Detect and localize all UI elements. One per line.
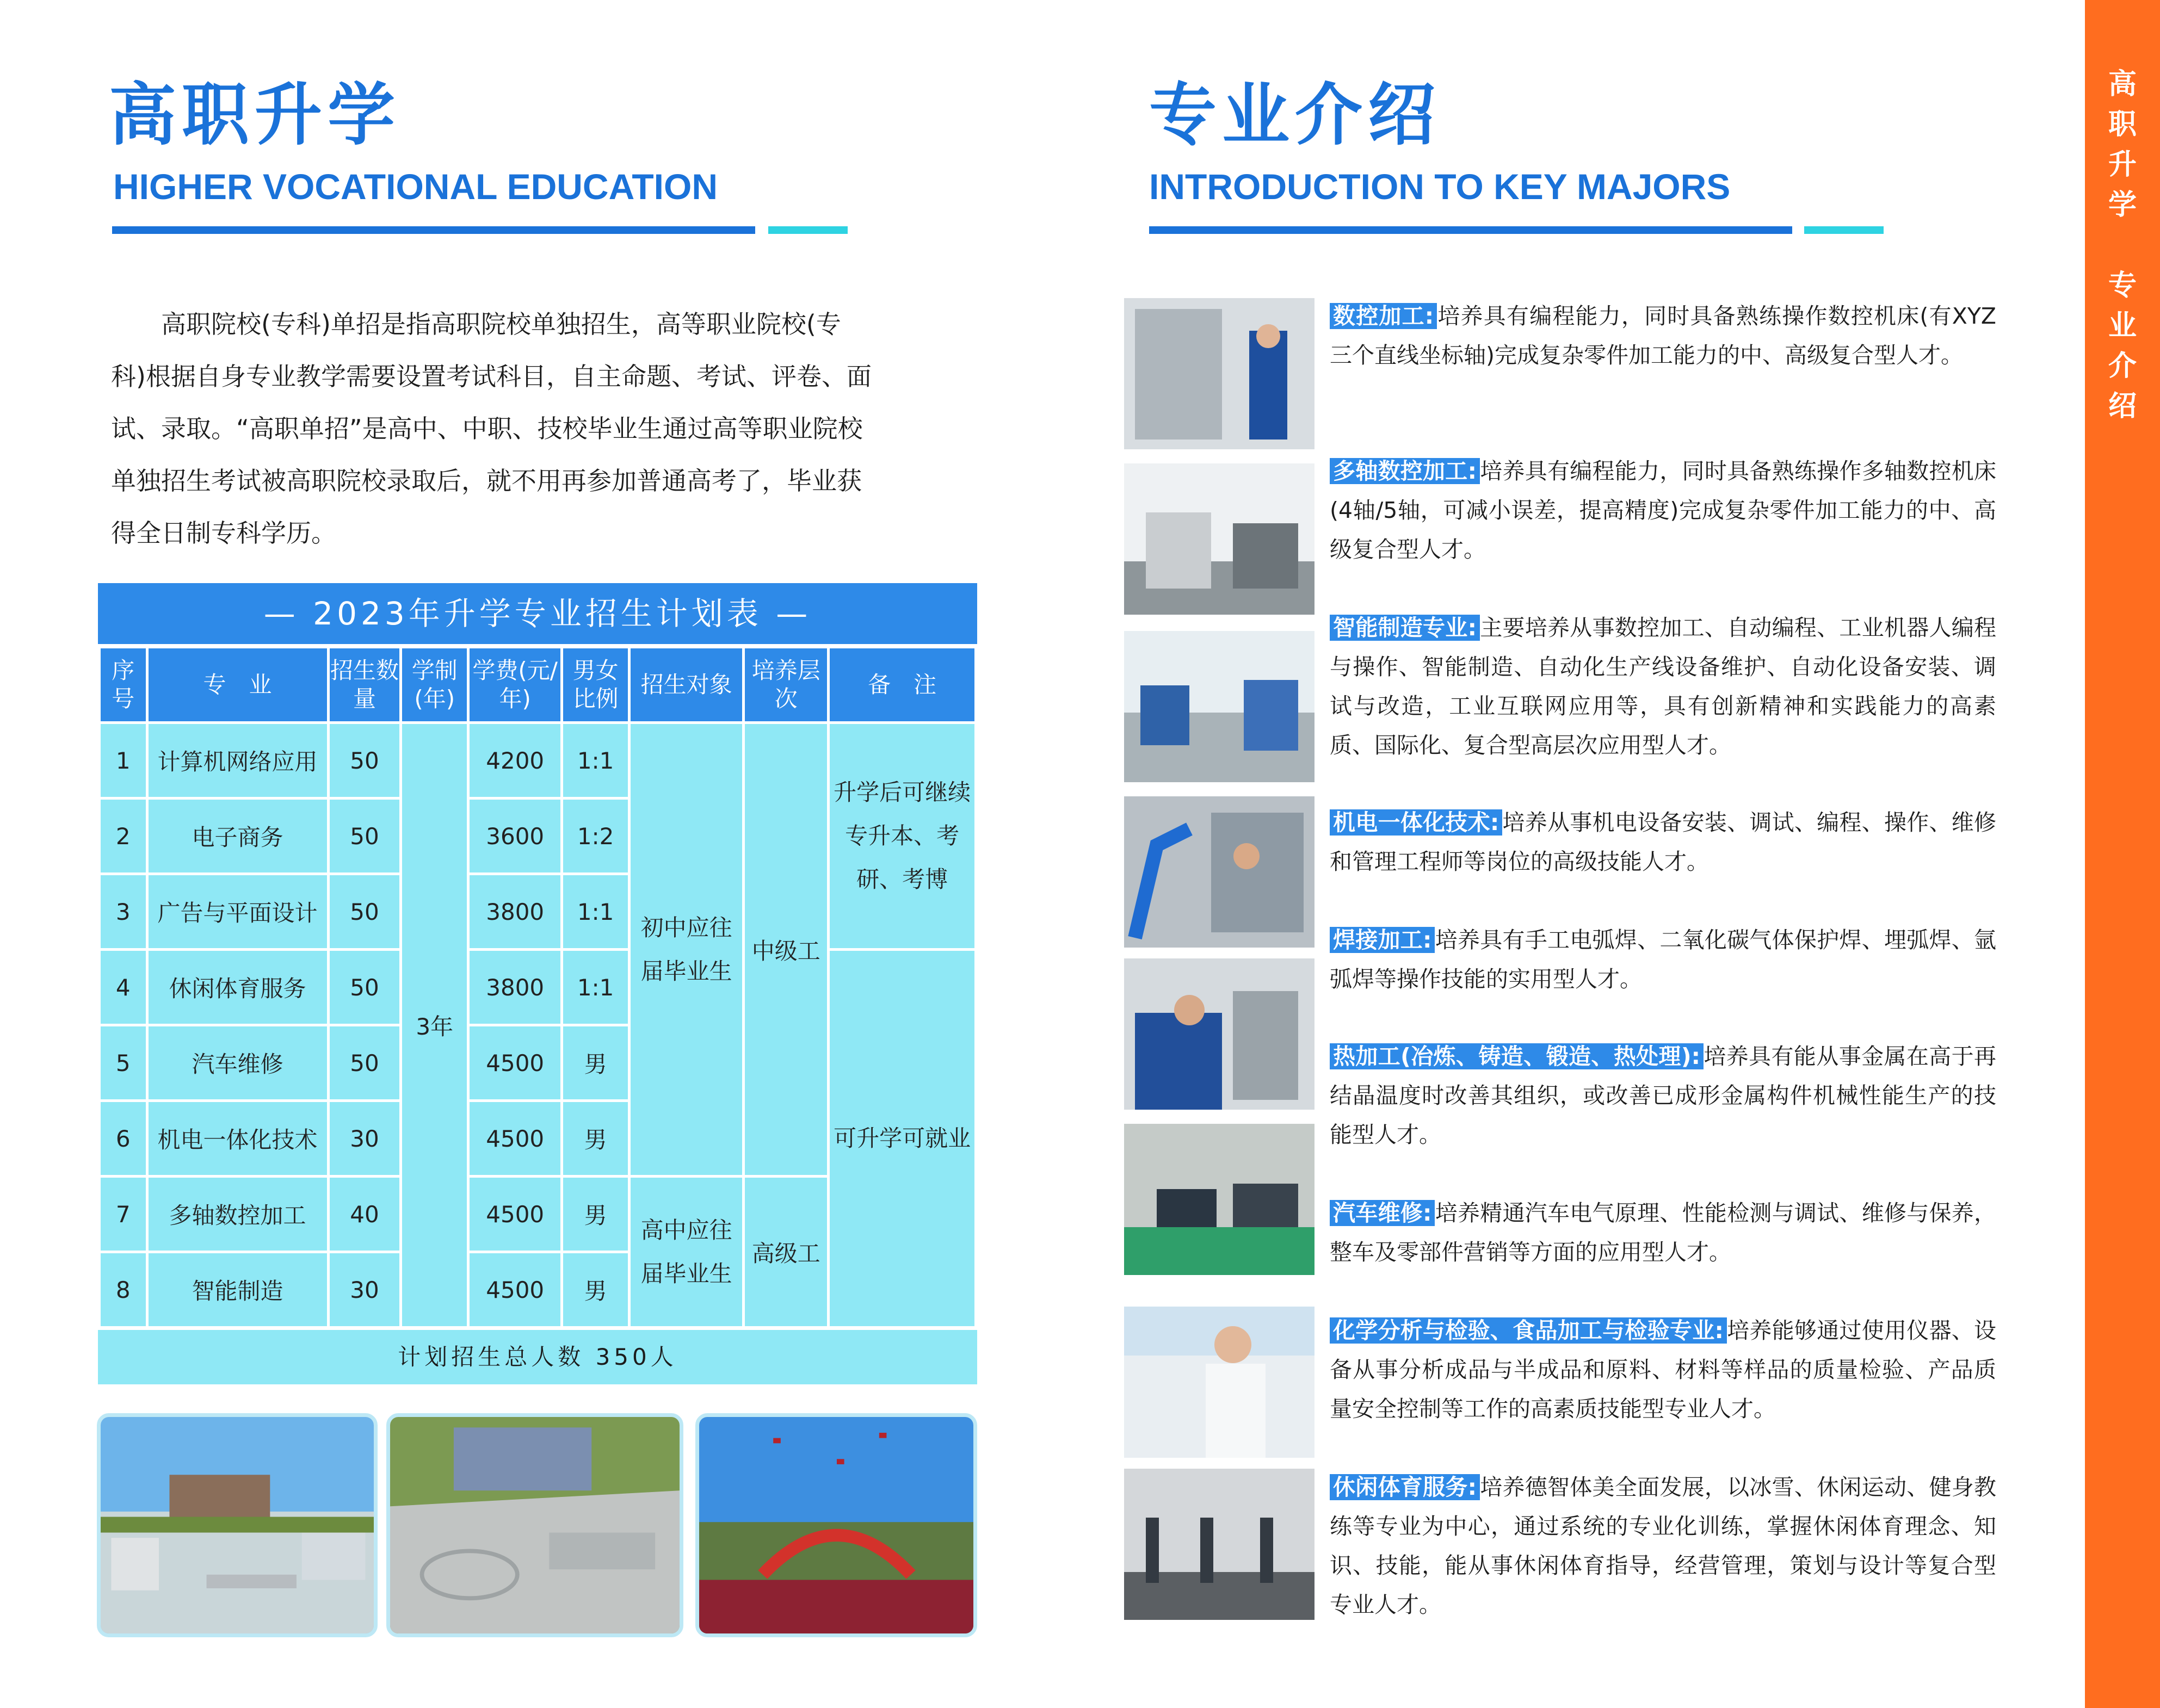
row-major: 休闲体育服务 xyxy=(149,951,327,1024)
cnc-machining-photo xyxy=(1124,298,1314,449)
chemical-analysis-photo xyxy=(1124,1307,1314,1458)
major-intelligent-manufacturing xyxy=(1330,608,1996,765)
mechatronics-photo xyxy=(1124,796,1314,948)
major-name: 多轴数控加工: xyxy=(1330,458,1480,484)
row-count: 50 xyxy=(330,951,400,1024)
major-description: 培养具有能从事金属在高于再结晶温度时改善其组织，或改善已成形金属构件机械性能生产的技能型人才。 xyxy=(1330,1043,1997,1148)
major-name: 焊接加工: xyxy=(1330,927,1435,953)
remark-cell-study-or-work: 可升学可就业 xyxy=(830,951,974,1326)
side-tab-char: 绍 xyxy=(2108,390,2137,423)
row-count: 50 xyxy=(330,724,400,797)
side-tab-label xyxy=(2099,64,2146,426)
row-number: 5 xyxy=(101,1026,146,1099)
right-title-underline xyxy=(1149,226,1792,234)
row-number: 1 xyxy=(101,724,146,797)
side-tab-char: 高 xyxy=(2108,68,2137,101)
major-name: 休闲体育服务: xyxy=(1330,1474,1480,1500)
left-title-underline xyxy=(112,226,755,234)
row-ratio: 男 xyxy=(563,1026,628,1099)
welding-photo xyxy=(1124,958,1314,1110)
row-number: 3 xyxy=(101,875,146,948)
row-fee: 4500 xyxy=(470,1102,560,1175)
side-tab-gap xyxy=(2099,225,2146,265)
intro-line: 单独招生考试被高职院校录取后，就不用再参加普通高考了，毕业获 xyxy=(111,466,862,496)
major-name: 汽车维修: xyxy=(1330,1200,1435,1226)
major-name: 数控加工: xyxy=(1330,303,1437,329)
right-section-subtitle: INTRODUCTION TO KEY MAJORS xyxy=(1149,166,1731,207)
side-tab-char: 业 xyxy=(2108,310,2137,342)
table-row xyxy=(101,724,974,797)
left-section-title: 高职升学 xyxy=(109,76,401,154)
major-cnc-machining xyxy=(1330,296,1996,375)
row-number: 2 xyxy=(101,800,146,872)
row-ratio: 男 xyxy=(563,1253,628,1326)
row-fee: 3800 xyxy=(470,951,560,1024)
row-major: 计算机网络应用 xyxy=(149,724,327,797)
row-fee: 3800 xyxy=(470,875,560,948)
row-count: 50 xyxy=(330,875,400,948)
major-name: 化学分析与检验、食品加工与检验专业: xyxy=(1330,1317,1727,1344)
major-leisure-sports xyxy=(1330,1468,1996,1624)
row-number: 6 xyxy=(101,1102,146,1175)
side-tab-char: 升 xyxy=(2108,148,2137,181)
right-section-title: 专业介绍 xyxy=(1149,76,1441,154)
row-number: 8 xyxy=(101,1253,146,1326)
side-tab-char: 学 xyxy=(2108,189,2137,221)
plan-total: 计划招生总人数 350人 xyxy=(98,1330,977,1384)
row-major: 智能制造 xyxy=(149,1253,327,1326)
intro-line: 试、录取。“高职单招”是高中、中职、技校毕业生通过高等职业院校 xyxy=(111,414,863,443)
major-description: 培养具有编程能力，同时具备熟练操作数控机床(有XYZ三个直线坐标轴)完成复杂零件加工能力的中、高级复合型人才。 xyxy=(1330,303,1996,368)
remark-cell-further-study: 升学后可继续专升本、考研、考博 xyxy=(830,724,974,948)
row-number: 4 xyxy=(101,951,146,1024)
side-tab-char: 介 xyxy=(2108,350,2137,382)
row-major: 多轴数控加工 xyxy=(149,1178,327,1251)
major-description: 培养具有手工电弧焊、二氧化碳气体保护焊、埋弧焊、氩弧焊等操作技能的实用型人才。 xyxy=(1330,927,1996,992)
enrollment-plan xyxy=(98,583,977,1384)
target-cell-junior: 初中应往届毕业生 xyxy=(631,724,742,1175)
leisure-sports-photo xyxy=(1124,1469,1314,1620)
major-name: 机电一体化技术: xyxy=(1330,809,1502,836)
row-fee: 4500 xyxy=(470,1026,560,1099)
row-fee: 4500 xyxy=(470,1178,560,1251)
left-section-subtitle: HIGHER VOCATIONAL EDUCATION xyxy=(113,166,718,207)
row-fee: 4500 xyxy=(470,1253,560,1326)
row-fee: 4200 xyxy=(470,724,560,797)
level-cell-advanced: 高级工 xyxy=(745,1178,827,1326)
major-mechatronics xyxy=(1330,803,1996,881)
row-ratio: 男 xyxy=(563,1178,628,1251)
target-cell-senior: 高中应往届毕业生 xyxy=(631,1178,742,1326)
intelligent-manufacturing-photo xyxy=(1124,631,1314,782)
major-welding xyxy=(1330,920,1996,999)
side-tab-char: 职 xyxy=(2108,108,2137,141)
row-count: 30 xyxy=(330,1253,400,1326)
header-cell: 序号 xyxy=(101,648,146,721)
auto-repair-photo xyxy=(1124,1124,1314,1275)
duration-cell: 3年 xyxy=(402,724,467,1326)
header-cell: 招生数量 xyxy=(330,648,400,721)
header-cell: 专 业 xyxy=(149,648,327,721)
row-ratio: 男 xyxy=(563,1102,628,1175)
row-major: 广告与平面设计 xyxy=(149,875,327,948)
major-name: 热加工(冶炼、铸造、锻造、热处理): xyxy=(1330,1043,1704,1069)
row-fee: 3600 xyxy=(470,800,560,872)
major-description: 培养从事机电设备安装、调试、编程、操作、维修和管理工程师等岗位的高级技能人才。 xyxy=(1330,809,1996,875)
major-description: 培养精通汽车电气原理、性能检测与调试、维修与保养，整车及零部件营销等方面的应用型人才。 xyxy=(1330,1200,1996,1265)
row-major: 机电一体化技术 xyxy=(149,1102,327,1175)
plan-title: — 2023年升学专业招生计划表 — xyxy=(98,583,977,644)
major-description: 培养德智体美全面发展，以冰雪、休闲运动、健身教练等专业为中心，通过系统的专业化训练，掌握休闲体育理念、知识、技能，能从事休闲体育指导，经营管理，策划与设计等复合型专业人才。 xyxy=(1330,1474,1996,1618)
major-name: 智能制造专业: xyxy=(1330,615,1480,641)
right-title-accent xyxy=(1804,226,1884,234)
table-row xyxy=(101,951,974,1024)
header-cell: 学制(年) xyxy=(402,648,467,721)
header-cell: 备 注 xyxy=(830,648,974,721)
row-count: 50 xyxy=(330,1026,400,1099)
row-ratio: 1:1 xyxy=(563,875,628,948)
graduation-photo xyxy=(695,1413,977,1637)
header-cell: 学费(元/年) xyxy=(470,648,560,721)
side-tab-char: 专 xyxy=(2108,269,2137,302)
major-description: 主要培养从事数控加工、自动编程、工业机器人编程与操作、智能制造、自动化生产线设备维护、自动化设备安装、调试与改造，工业互联网应用等，具有创新精神和实践能力的高素质、国际化、复合型高层次应用型人才。 xyxy=(1330,615,1996,758)
campus-gate-photo xyxy=(97,1413,378,1637)
header-cell: 培养层次 xyxy=(745,648,827,721)
row-count: 40 xyxy=(330,1178,400,1251)
intro-line: 科)根据自身专业教学需要设置考试科目，自主命题、考试、评卷、面 xyxy=(111,362,872,391)
intro-paragraph xyxy=(111,298,979,559)
header-cell: 男女比例 xyxy=(563,648,628,721)
multi-axis-cnc-photo xyxy=(1124,463,1314,615)
major-description: 培养具有编程能力，同时具备熟练操作多轴数控机床(4轴/5轴，可减小误差，提高精度)完成复杂零件加工能力的中、高级复合型人才。 xyxy=(1330,458,1996,562)
row-ratio: 1:1 xyxy=(563,951,628,1024)
row-ratio: 1:1 xyxy=(563,724,628,797)
major-multi-axis-cnc xyxy=(1330,451,1996,569)
row-major: 汽车维修 xyxy=(149,1026,327,1099)
row-ratio: 1:2 xyxy=(563,800,628,872)
campus-aerial-photo xyxy=(386,1413,683,1637)
row-number: 7 xyxy=(101,1178,146,1251)
intro-line: 高职院校(专科)单招是指高职院校单独招生，高等职业院校(专 xyxy=(111,310,841,339)
row-count: 50 xyxy=(330,800,400,872)
table-header-row xyxy=(101,648,974,721)
level-cell-intermediate: 中级工 xyxy=(745,724,827,1175)
left-title-accent xyxy=(768,226,848,234)
intro-line: 得全日制专科学历。 xyxy=(111,518,336,548)
major-auto-repair xyxy=(1330,1193,1996,1272)
row-count: 30 xyxy=(330,1102,400,1175)
plan-table xyxy=(98,646,977,1329)
row-major: 电子商务 xyxy=(149,800,327,872)
major-description: 培养能够通过使用仪器、设备从事分析成品与半成品和原料、材料等样品的质量检验、产品质量安全控制等工作的高素质技能型专业人才。 xyxy=(1330,1317,1997,1422)
major-chemical-analysis xyxy=(1330,1311,1996,1428)
major-hot-working xyxy=(1330,1037,1996,1154)
header-cell: 招生对象 xyxy=(631,648,742,721)
